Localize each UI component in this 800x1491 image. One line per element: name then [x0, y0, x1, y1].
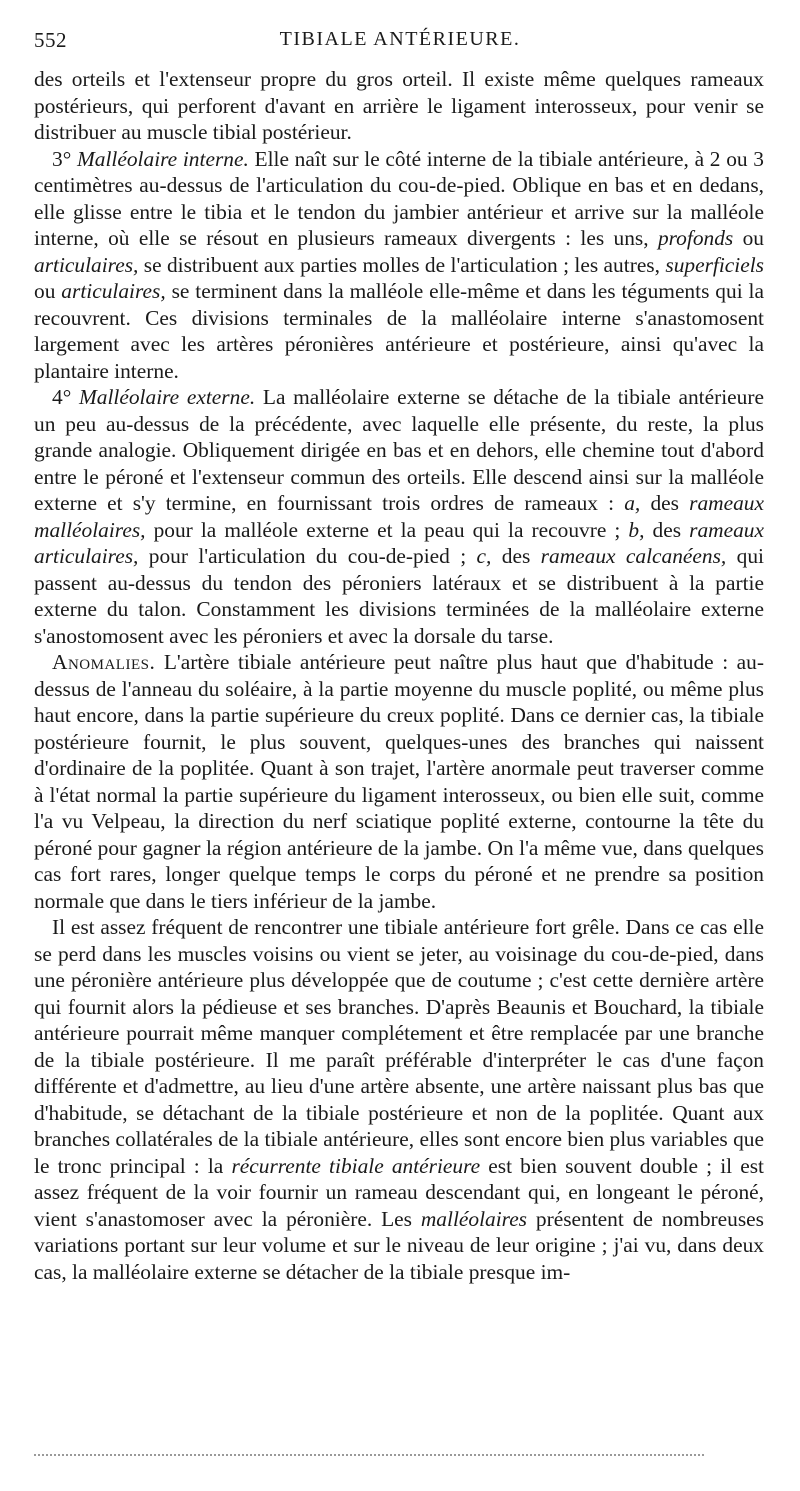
text-run: présentent de nombreuses variations portant sur leur volume et sur le niveau de leur origine ; j'ai vu, dans deux cas, la malléolaire externe se détacher de la tibiale presque im-: [34, 1206, 764, 1284]
running-title: TIBIALE ANTÉRIEURE.: [279, 28, 521, 50]
section-title: Malléolaire interne.: [76, 146, 249, 171]
italic-term: récurrente tibiale antérieure: [231, 1153, 481, 1178]
text-run: Il est assez fréquent de rencontrer une tibiale antérieure fort grêle. Dans ce cas elle se perd dans les muscles voisins ou vient se jeter, au voisinage du cou-de-pied, dans une péronière antérieure plus développée que de coutume ; c'est cette dernière artère qui fournit alors la pédieuse et ses branches. D'après Beaunis et Bouchard, la tibiale antérieure pourrait même manquer complétement et être remplacée par une branche de la tibiale postérieure. Il me paraît préférable d'interpréter le cas d'une façon différente et d'admettre, au lieu d'une artère absente, une artère naissant plus bas que d'habitude, se détachant de la tibiale postérieure et non de la poplitée. Quant aux branches collatérales de la tibiale antérieure, elles sont encore bien plus variables que le tronc principal : la: [34, 915, 764, 1178]
text-run: La malléolaire externe se détache de la tibiale antérieure un peu au-dessus de la précédente, avec laquelle elle présente, du reste, la plus grande analogie. Obliquement dirigée en bas et en dehors, elle chemine tout d'abord entre le péroné et l'extenseur commun des orteils. Elle descend ainsi sur la malléole externe et s'y termine, en fournissant trois ordres de rameaux :: [34, 385, 764, 515]
text-run: Elle naît sur le côté interne de la tibiale antérieure, à 2 ou 3 centimètres au-dessus de l'articulation du cou-de-pied. Oblique en bas et en dedans, elle glisse entre le tibia et le tendon du jambier antérieur et arrive sur la malléole interne, où elle se résout en plusieurs rameaux divergents : les uns,: [34, 146, 764, 250]
item-number: 3°: [52, 146, 77, 171]
footer-dotted-rule: [34, 1454, 704, 1456]
italic-term: rameaux calcanéens,: [540, 544, 727, 568]
paragraph-continuation: des orteils et l'extenseur propre du gros orteil. Il existe même quelques rameaux postérieurs, qui perforent d'avant en arrière le ligament interosseux, pour venir se distribuer au muscle tibial postérieur.: [34, 67, 764, 144]
italic-term: malléolaires: [420, 1206, 528, 1231]
italic-term: articulaires,: [34, 252, 139, 277]
anomalies-heading: Anomalies.: [52, 650, 156, 674]
text-run: se terminent dans la malléole elle-même et dans les téguments qui la recouvrent. Ces divisions terminales de la malléolaire interne s'anastomosent largement avec les artères péronières antérieure et postérieure, ainsi qu'avec la plantaire interne.: [34, 279, 764, 383]
italic-term: superficiels: [665, 252, 764, 277]
italic-term: b,: [628, 517, 645, 542]
text-run: pour l'articulation du cou-de-pied ;: [138, 544, 477, 568]
section-title: Malléolaire externe.: [78, 385, 256, 409]
body-text: [34, 66, 764, 1285]
italic-term: c,: [476, 544, 492, 568]
page-header: [0, 28, 800, 58]
text-run: des: [640, 491, 690, 515]
paragraph-tibiale-grele: [34, 914, 764, 1285]
text-run: ou: [34, 279, 62, 303]
text-run: est bien souvent double ; il est assez fréquent de la voir fournir un rameau descendant qui, en longeant le péroné, vient s'anastomoser avec la péronière. Les: [34, 1153, 764, 1231]
text-run: se distribuent aux parties molles de l'articulation ; les autres,: [138, 252, 666, 277]
italic-term: rameaux malléolaires,: [34, 491, 764, 542]
page-number: 552: [34, 28, 67, 52]
item-number: 4°: [52, 385, 79, 409]
text-run: des: [491, 544, 541, 568]
text-run: ou: [733, 226, 764, 250]
italic-term: a,: [624, 491, 641, 515]
paragraph-anomalies: [34, 649, 764, 914]
italic-term: profonds: [657, 226, 734, 250]
text-run: des: [644, 517, 690, 542]
paragraph-malleolaire-externe: [34, 384, 764, 649]
text-run: pour la malléole externe et la peau qui la recouvre ;: [145, 517, 629, 542]
text-run: L'artère tibiale antérieure peut naître plus haut que d'habitude : au-dessus de l'anneau du soléaire, à la partie moyenne du muscle poplité, ou même plus haut encore, dans la partie supérieure du creux poplité. Dans ce dernier cas, la tibiale postérieure fournit, le plus souvent, quelques-unes des branches qui naissent d'ordinaire de la poplitée. Quant à son trajet, l'artère anormale peut traverser comme à l'état normal la partie supérieure du ligament interosseux, ou bien elle suit, comme l'a vu Velpeau, la direction du nerf sciatique poplité externe, contourne la tête du péroné pour gagner la région antérieure de la jambe. On l'a même vue, dans quelques cas fort rares, longer quelque temps le corps du péroné et ne prendre sa position normale que dans le tiers inférieur de la jambe.: [34, 650, 764, 913]
text-run: qui passent au-dessus du tendon des péroniers latéraux et se distribuent à la partie externe du talon. Constamment les divisions terminées de la malléolaire externe s'anostomosent avec les péroniers et avec la dorsale du tarse.: [34, 544, 764, 648]
italic-term: articulaires,: [61, 279, 166, 303]
paragraph-malleolaire-interne: [34, 146, 764, 385]
italic-term: rameaux articulaires,: [34, 517, 764, 568]
